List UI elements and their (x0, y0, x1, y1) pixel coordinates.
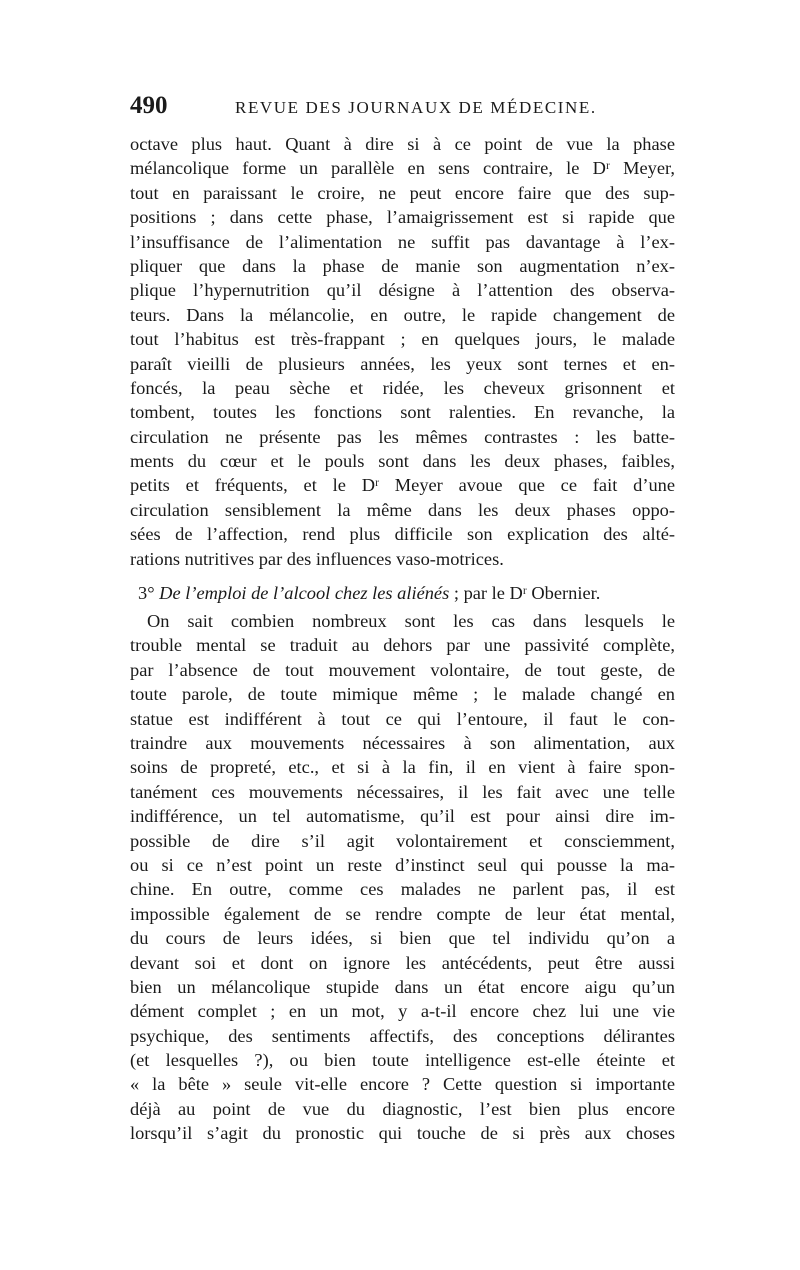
text-line: indifférence, un tel automatisme, qu’il est pour ainsi dire im- (130, 806, 675, 827)
text-line: ments du cœur et le pouls sont dans les deux phases, faibles, (130, 451, 675, 472)
text-line: possible de dire s’il agit volontairement et consciemment, (130, 830, 675, 851)
text-line: par l’absence de tout mouvement volontaire, de tout geste, de (130, 659, 675, 680)
running-head: REVUE DES JOURNAUX DE MÉDECINE. (235, 98, 597, 117)
text-line: teurs. Dans la mélancolie, en outre, le rapide changement de (130, 304, 675, 325)
text-line: psychique, des sentiments affectifs, des conceptions délirantes (130, 1025, 675, 1046)
text-line: sées de l’affection, rend plus difficile son explication des alté- (130, 524, 675, 545)
text-line: statue est indifférent à tout ce qui l’entoure, il faut le con- (130, 708, 675, 729)
paragraph-1 (130, 132, 675, 571)
text-line: mélancolique forme un parallèle en sens contraire, le Dʳ Meyer, (130, 158, 675, 179)
text-line: tout l’habitus est très-frappant ; en quelques jours, le malade (130, 329, 675, 350)
page-number: 490 (130, 92, 168, 119)
text-line: On sait combien nombreux sont les cas dans lesquels le (147, 611, 675, 632)
text-line: traindre aux mouvements nécessaires à son alimentation, aux (130, 732, 675, 753)
text-line: circulation ne présente pas les mêmes contrastes : les batte- (130, 426, 675, 447)
section-heading (130, 579, 675, 607)
section-title: De l’emploi de l’alcool chez les aliénés (159, 583, 450, 604)
text-line: « la bête » seule vit-elle encore ? Cette question si importante (130, 1074, 675, 1095)
text-line: paraît vieilli de plusieurs années, les yeux sont ternes et en- (130, 353, 675, 374)
section-author: ; par le Dʳ Obernier. (453, 583, 601, 604)
text-line: pliquer que dans la phase de manie son augmentation n’ex- (130, 255, 675, 276)
text-line: l’insuffisance de l’alimentation ne suffit pas davantage à l’ex- (130, 231, 675, 252)
text-line: tombent, toutes les fonctions sont ralenties. En revanche, la (130, 402, 675, 423)
paragraph-2 (130, 609, 675, 1146)
text-line: impossible également de se rendre compte de leur état mental, (130, 903, 675, 924)
body-text (130, 132, 675, 1146)
text-line: toute parole, de toute mimique même ; le malade changé en (130, 684, 675, 705)
text-line: octave plus haut. Quant à dire si à ce point de vue la phase (130, 134, 675, 154)
text-line: déjà au point de vue du diagnostic, l’est bien plus encore (130, 1098, 675, 1119)
text-line: trouble mental se traduit au dehors par une passivité complète, (130, 635, 675, 656)
text-line: chine. En outre, comme ces malades ne parlent pas, il est (130, 879, 675, 900)
text-line: circulation sensiblement la même dans les deux phases oppo- (130, 499, 675, 520)
text-line: petits et fréquents, et le Dʳ Meyer avoue que ce fait d’une (130, 475, 675, 496)
text-line: dément complet ; en un mot, y a-t-il encore chez lui une vie (130, 1001, 675, 1022)
text-line: rations nutritives par des influences vaso-motrices. (130, 548, 504, 569)
text-line: positions ; dans cette phase, l’amaigrissement est si rapide que (130, 207, 675, 228)
text-line: plique l’hypernutrition qu’il désigne à l’attention des observa- (130, 280, 675, 301)
text-line: du cours de leurs idées, si bien que tel individu qu’on a (130, 928, 675, 949)
section-number: 3° (138, 583, 155, 604)
text-line: lorsqu’il s’agit du pronostic qui touche de si près aux choses (130, 1123, 675, 1144)
text-line: foncés, la peau sèche et ridée, les cheveux grisonnent et (130, 377, 675, 398)
text-line: tanément ces mouvements nécessaires, il les fait avec une telle (130, 781, 675, 802)
text-line: ou si ce n’est point un reste d’instinct seul qui pousse la ma- (130, 854, 675, 875)
text-line: soins de propreté, etc., et si à la fin, il en vient à faire spon- (130, 757, 675, 778)
text-line: devant soi et dont on ignore les antécédents, peut être aussi (130, 952, 675, 973)
text-line: bien un mélancolique stupide dans un état encore aigu qu’un (130, 976, 675, 997)
page-header (130, 92, 675, 122)
text-line: (et lesquelles ?), ou bien toute intelligence est-elle éteinte et (130, 1050, 675, 1071)
text-line: tout en paraissant le croire, ne peut encore faire que des sup- (130, 182, 675, 203)
